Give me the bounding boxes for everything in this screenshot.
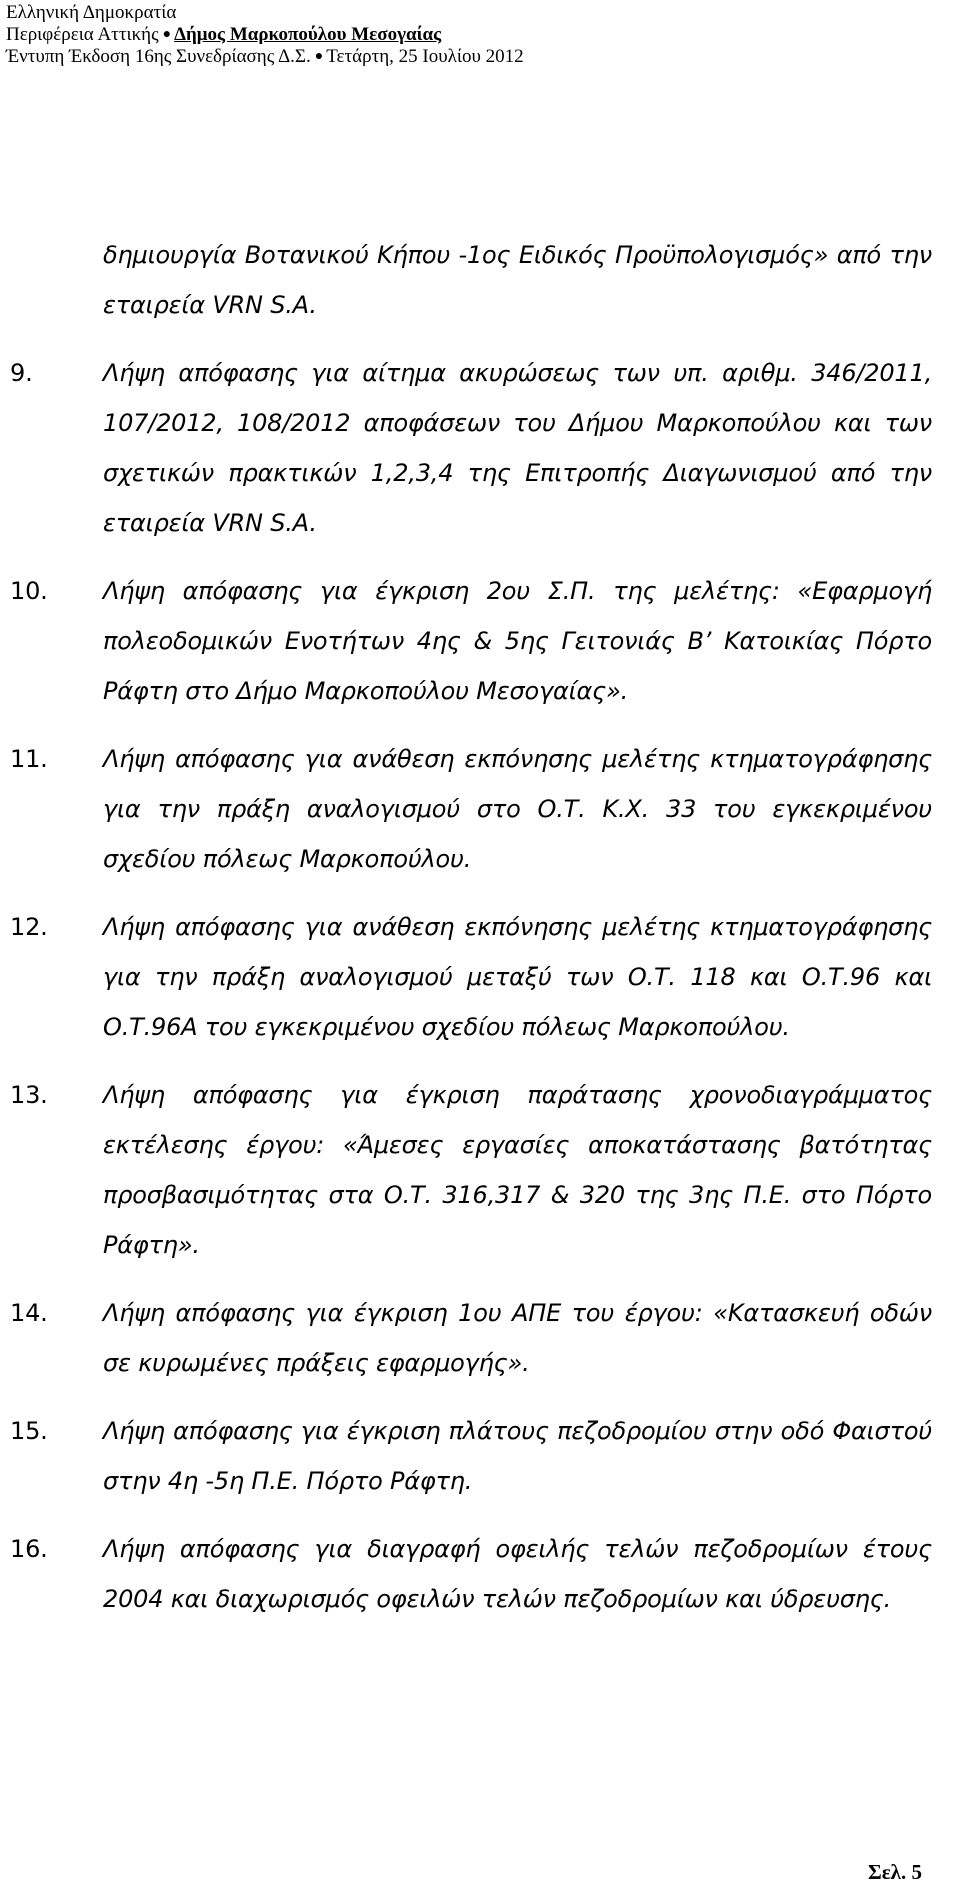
agenda-item-number: 10. [10, 577, 48, 605]
agenda-item [0, 1524, 960, 1624]
bullet-icon: ● [314, 49, 324, 64]
header-date: Τετάρτη, 25 Ιουλίου 2012 [326, 46, 524, 67]
agenda-item [0, 1070, 960, 1270]
agenda-item-text: Λήψη απόφασης για έγκριση 1ου ΑΠΕ του έργου: «Κατασκευή οδών σε κυρωμένες πράξεις εφαρμογής». [103, 1299, 932, 1377]
agenda-list [0, 230, 960, 1642]
agenda-item-text: Λήψη απόφασης για έγκριση πλάτους πεζοδρομίου στην οδό Φαιστού στην 4η -5η Π.Ε. Πόρτο Ράφτη. [103, 1417, 932, 1495]
agenda-item-number: 14. [10, 1299, 48, 1327]
agenda-item [0, 566, 960, 716]
header-session: Έντυπη Έκδοση 16ης Συνεδρίασης Δ.Σ. [6, 46, 311, 67]
agenda-item [0, 1406, 960, 1506]
agenda-item-text: Λήψη απόφασης για αίτημα ακυρώσεως των υπ. αριθμ. 346/2011, 107/2012, 108/2012 αποφάσεων του Δήμου Μαρκοπούλου και των σχετικών πρακτικών 1,2,3,4 της Επιτροπής Διαγωνισμού από την εταιρεία VRN S.A. [103, 359, 932, 537]
agenda-item [0, 348, 960, 548]
agenda-item-number: 15. [10, 1417, 48, 1445]
agenda-item-number: 12. [10, 913, 48, 941]
agenda-item [0, 1288, 960, 1388]
agenda-item-text: δημιουργία Βοτανικού Κήπου -1ος Ειδικός Προϋπολογισμός» από την εταιρεία VRN S.A. [103, 241, 932, 319]
agenda-item-text: Λήψη απόφασης για διαγραφή οφειλής τελών πεζοδρομίων έτους 2004 και διαχωρισμός οφειλών τελών πεζοδρομίων και ύδρευσης. [103, 1535, 932, 1613]
agenda-item [0, 734, 960, 884]
header-republic: Ελληνική Δημοκρατία [6, 2, 177, 23]
header-session-line [6, 46, 524, 68]
agenda-item-number: 13. [10, 1081, 48, 1109]
agenda-item-continuation [0, 230, 960, 330]
agenda-item-text: Λήψη απόφασης για έγκριση παράτασης χρονοδιαγράμματος εκτέλεσης έργου: «Άμεσες εργασίες αποκατάστασης βατότητας προσβασιμότητας στα Ο.Τ. 316,317 & 320 της 3ης Π.Ε. στο Πόρτο Ράφτη». [103, 1081, 932, 1259]
bullet-icon: ● [162, 27, 172, 42]
page-number: Σελ. 5 [867, 1860, 922, 1884]
agenda-item [0, 902, 960, 1052]
agenda-item-number: 9. [10, 359, 33, 387]
agenda-item-text: Λήψη απόφασης για έγκριση 2ου Σ.Π. της μελέτης: «Εφαρμογή πολεοδομικών Ενοτήτων 4ης & 5ης Γειτονιάς Β’ Κατοικίας Πόρτο Ράφτη στο Δήμο Μαρκοπούλου Μεσογαίας». [103, 577, 932, 705]
agenda-item-text: Λήψη απόφασης για ανάθεση εκπόνησης μελέτης κτηματογράφησης για την πράξη αναλογισμού μεταξύ των Ο.Τ. 118 και Ο.Τ.96 και Ο.Τ.96Α του εγκεκριμένου σχεδίου πόλεως Μαρκοπούλου. [103, 913, 932, 1041]
agenda-item-text: Λήψη απόφασης για ανάθεση εκπόνησης μελέτης κτηματογράφησης για την πράξη αναλογισμού στο Ο.Τ. Κ.Χ. 33 του εγκεκριμένου σχεδίου πόλεως Μαρκοπούλου. [103, 745, 932, 873]
document-header [6, 2, 524, 68]
agenda-item-number: 16. [10, 1535, 48, 1563]
agenda-item-number: 11. [10, 745, 48, 773]
header-region: Περιφέρεια Αττικής [6, 24, 159, 45]
header-municipality: Δήμος Μαρκοπούλου Μεσογαίας [174, 24, 442, 45]
header-region-line [6, 24, 524, 46]
